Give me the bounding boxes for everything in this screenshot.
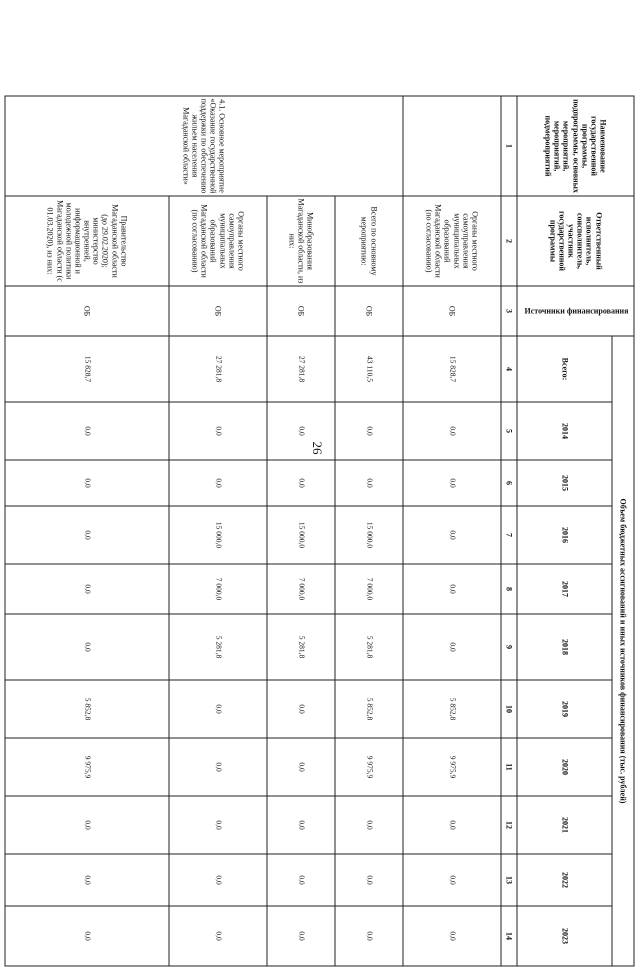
year-value-cell-2017: 0,0 — [403, 564, 501, 614]
total-cell: 15 828,7 — [5, 336, 169, 402]
executor-cell: Минобразования Магаданской области, из них: — [267, 196, 335, 286]
year-value-cell-2023: 0,0 — [169, 906, 267, 966]
executor-cell: Всего по основному мероприятию: — [335, 196, 403, 286]
year-value-cell-2018: 5 281,8 — [169, 614, 267, 680]
column-number: 6 — [501, 460, 517, 506]
header-year-2016: 2016 — [517, 506, 612, 564]
page-number: 26 — [310, 441, 325, 455]
header-year-2020: 2020 — [517, 738, 612, 796]
header-funding-source-cell — [517, 286, 634, 336]
column-number: 9 — [501, 614, 517, 680]
header-year-2017: 2017 — [517, 564, 612, 614]
year-value-cell-2015: 0,0 — [403, 460, 501, 506]
header-funding-source: Источники финансирования — [524, 306, 629, 316]
header-group-row — [612, 96, 634, 966]
table-row — [335, 96, 403, 966]
year-value-cell-2015: 0,0 — [5, 460, 169, 506]
year-value-cell-2017: 7 000,0 — [267, 564, 335, 614]
year-value-cell-2017: 7 000,0 — [169, 564, 267, 614]
executor-cell: Органы местного самоуправления муниципальных образований Магаданской области (по согласованию) — [169, 196, 267, 286]
column-number: 14 — [501, 906, 517, 966]
year-value-cell-2018: 0,0 — [5, 614, 169, 680]
header-total: Всего: — [517, 336, 612, 402]
program-name-cell: 4.1. Основное мероприятие «Оказание государственной поддержки по обеспечению жильем населения Магаданской области» — [5, 96, 403, 196]
column-number: 1 — [501, 96, 517, 196]
total-cell: 43 110,5 — [335, 336, 403, 402]
year-value-cell-2021: 0,0 — [169, 796, 267, 854]
year-value-cell-2020: 0,0 — [169, 738, 267, 796]
year-value-cell-2023: 0,0 — [403, 906, 501, 966]
year-value-cell-2017: 0,0 — [5, 564, 169, 614]
year-value-cell-2019: 5 852,8 — [335, 680, 403, 738]
year-value-cell-2020: 0,0 — [267, 738, 335, 796]
year-value-cell-2014: 0,0 — [267, 402, 335, 460]
year-value-cell-2023: 0,0 — [5, 906, 169, 966]
year-value-cell-2018: 0,0 — [403, 614, 501, 680]
funding-source-cell: ОБ — [169, 286, 267, 336]
year-value-cell-2021: 0,0 — [335, 796, 403, 854]
column-number: 2 — [501, 196, 517, 286]
year-value-cell-2022: 0,0 — [403, 854, 501, 906]
year-value-cell-2023: 0,0 — [267, 906, 335, 966]
column-number: 8 — [501, 564, 517, 614]
table-row — [169, 96, 267, 966]
table-row — [267, 96, 335, 966]
year-value-cell-2017: 7 000,0 — [335, 564, 403, 614]
header-year-2014: 2014 — [517, 402, 612, 460]
funding-source-cell: ОБ — [403, 286, 501, 336]
year-value-cell-2019: 5 852,8 — [403, 680, 501, 738]
header-year-2015: 2015 — [517, 460, 612, 506]
year-value-cell-2014: 0,0 — [169, 402, 267, 460]
year-value-cell-2021: 0,0 — [403, 796, 501, 854]
year-value-cell-2016: 0,0 — [403, 506, 501, 564]
year-value-cell-2021: 0,0 — [267, 796, 335, 854]
funding-table-container — [45, 96, 635, 966]
year-value-cell-2016: 15 000,0 — [169, 506, 267, 564]
header-year-2018: 2018 — [517, 614, 612, 680]
total-cell: 27 281,8 — [267, 336, 335, 402]
column-number: 3 — [501, 286, 517, 336]
year-value-cell-2022: 0,0 — [169, 854, 267, 906]
year-value-cell-2019: 0,0 — [169, 680, 267, 738]
column-number: 12 — [501, 796, 517, 854]
year-value-cell-2023: 0,0 — [335, 906, 403, 966]
funding-source-cell: ОБ — [267, 286, 335, 336]
table-row — [403, 96, 501, 966]
year-value-cell-2022: 0,0 — [335, 854, 403, 906]
year-value-cell-2014: 0,0 — [403, 402, 501, 460]
column-number: 10 — [501, 680, 517, 738]
year-value-cell-2018: 5 281,8 — [267, 614, 335, 680]
year-value-cell-2020: 9 975,9 — [403, 738, 501, 796]
year-value-cell-2015: 0,0 — [267, 460, 335, 506]
year-value-cell-2014: 0,0 — [5, 402, 169, 460]
year-value-cell-2021: 0,0 — [5, 796, 169, 854]
executor-cell: Правительство Магаданской области (до 29.02.2020); министерство внутренней, информационной и молодежной политики Магаданской области (с 01.03.2020), из них: — [5, 196, 169, 286]
column-number: 7 — [501, 506, 517, 564]
header-year-2019: 2019 — [517, 680, 612, 738]
year-value-cell-2019: 5 852,8 — [5, 680, 169, 738]
year-value-cell-2014: 0,0 — [335, 402, 403, 460]
year-value-cell-2019: 0,0 — [267, 680, 335, 738]
column-number: 11 — [501, 738, 517, 796]
year-value-cell-2016: 0,0 — [5, 506, 169, 564]
funding-source-cell: ОБ — [5, 286, 169, 336]
year-value-cell-2020: 9 975,9 — [335, 738, 403, 796]
executor-cell: Органы местного самоуправления муниципальных образований Магаданской области (по согласованию) — [403, 196, 501, 286]
year-value-cell-2022: 0,0 — [5, 854, 169, 906]
year-value-cell-2018: 5 281,8 — [335, 614, 403, 680]
funding-table — [5, 96, 635, 967]
funding-source-cell: ОБ — [335, 286, 403, 336]
year-value-cell-2016: 15 000,0 — [335, 506, 403, 564]
program-name-cell-empty — [403, 96, 501, 196]
header-executor: Ответственный исполнитель, соисполнитель, участник государственной программы — [517, 196, 634, 286]
column-numbers-row — [501, 96, 517, 966]
header-funding-volume: Объем бюджетных ассигнований и иных источников финансирования (тыс. рублей) — [612, 336, 634, 966]
year-value-cell-2015: 0,0 — [169, 460, 267, 506]
year-value-cell-2015: 0,0 — [335, 460, 403, 506]
year-value-cell-2016: 15 000,0 — [267, 506, 335, 564]
header-year-2021: 2021 — [517, 796, 612, 854]
table-row — [5, 96, 169, 966]
year-value-cell-2020: 9 975,9 — [5, 738, 169, 796]
header-year-2022: 2022 — [517, 854, 612, 906]
year-value-cell-2022: 0,0 — [267, 854, 335, 906]
column-number: 5 — [501, 402, 517, 460]
total-cell: 15 828,7 — [403, 336, 501, 402]
column-number: 13 — [501, 854, 517, 906]
column-number: 4 — [501, 336, 517, 402]
total-cell: 27 281,8 — [169, 336, 267, 402]
header-program-name: Наименование государственной программы, подпрограммы, основных мероприятий, мероприятий, подмероприятий — [517, 96, 634, 196]
header-year-2023: 2023 — [517, 906, 612, 966]
